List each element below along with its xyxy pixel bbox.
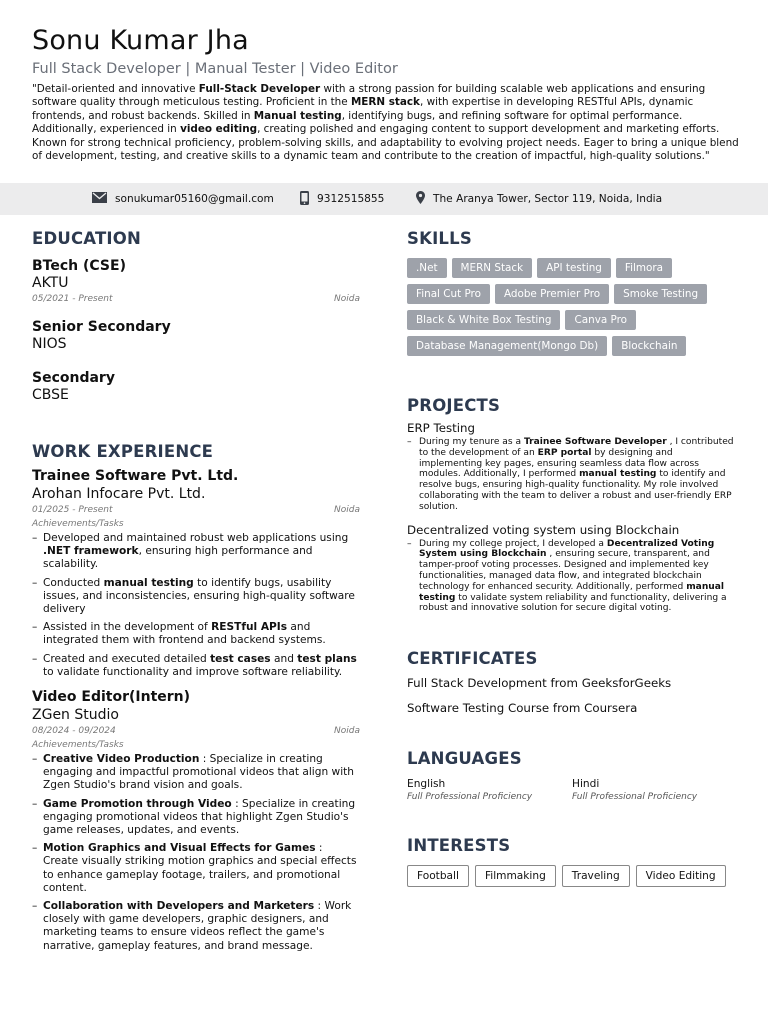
skill-tag: MERN Stack [452,258,533,278]
language-item [407,778,572,804]
edu-institution: NIOS [32,336,67,352]
job-item [32,468,360,679]
candidate-subtitle: Full Stack Developer | Manual Tester | Video Editor [32,61,398,77]
list-item: – Created and executed detailed test cases and test plans to validate functionality and improve software reliability. [32,653,360,679]
skills-list [407,258,737,356]
address-text: The Aranya Tower, Sector 119, Noida, India [433,193,663,205]
list-item: – Collaboration with Developers and Marketers : Work closely with game developers, graphic designers, and marketing teams to ensure videos reflect the game's narrative, gameplay features, and brand message. [32,900,360,953]
job-location: Noida [334,726,360,737]
job-bullets [32,532,360,679]
project-bullets [407,539,737,615]
education-item [32,319,360,353]
project-title: ERP Testing [407,421,475,435]
edu-institution: AKTU [32,275,69,291]
job-dates: 08/2024 - 09/2024 [32,726,116,737]
education-title: EDUCATION [32,229,141,248]
interest-tag: Football [407,865,469,887]
project-item [407,523,737,615]
language-item [572,778,737,804]
resume-header [32,24,742,163]
mail-icon [92,192,107,206]
right-column [407,228,737,887]
skill-tag: .Net [407,258,447,278]
language-level: Full Professional Proficiency [572,792,698,803]
contact-phone[interactable] [300,183,384,215]
job-company: ZGen Studio [32,707,119,724]
language-level: Full Professional Proficiency [407,792,533,803]
list-item: – Game Promotion through Video : Specialize in creating engaging promotional videos that highlight Zgen Studio's game releases, updates, and events. [32,798,360,838]
list-item: – Motion Graphics and Visual Effects for Games : Create visually striking motion graphics and special effects to enhance gameplay footage, trailers, and promotional content. [32,842,360,895]
skill-tag: Blockchain [612,336,686,356]
job-company: Arohan Infocare Pvt. Ltd. [32,486,206,502]
languages-title: LANGUAGES [407,749,522,769]
phone-icon [300,191,309,208]
skills-title: SKILLS [407,229,472,248]
job-title: Video Editor(Intern) [32,689,191,706]
language-name: Hindi [572,778,600,791]
skill-tag: Canva Pro [565,310,636,330]
list-item: – Assisted in the development of RESTful APIs and integrated them with frontend and backend systems. [32,621,360,647]
job-location: Noida [334,505,360,515]
education-item [32,370,360,404]
list-item: – Conducted manual testing to identify bugs, usability issues, and inconsistencies, ensuring high-quality software delivery [32,577,360,617]
list-item: – Developed and maintained robust web applications using .NET framework, ensuring high performance and scalability. [32,532,360,572]
candidate-name: Sonu Kumar Jha [32,25,249,56]
certificates-title: CERTIFICATES [407,649,538,669]
project-title: Decentralized voting system using Blockchain [407,522,680,537]
job-meta [32,724,360,738]
projects-title: PROJECTS [407,396,501,415]
interests-list [407,865,737,887]
achievements-label: Achievements/Tasks [32,740,124,751]
interest-tag: Traveling [562,865,630,887]
skill-tag: API testing [537,258,611,278]
work-title: WORK EXPERIENCE [32,442,214,461]
certificate-item: Software Testing Course from Coursera [407,701,638,716]
edu-meta [32,292,360,306]
contact-address [416,183,662,215]
job-item [32,689,360,953]
list-item: – During my tenure as a Trainee Software Developer , I contributed to the development of an ERP portal by designing and implementing key pages, ensuring seamless data flow across modules. Additionally, I performed manual testing to identify and resolve bugs, ensuring high-quality functionality. My role involved collaborating with the team to deliver a robust and user-friendly ERP solution. [407,437,737,513]
edu-degree: Secondary [32,370,115,386]
skill-tag: Adobe Premier Pro [495,284,609,304]
job-title: Trainee Software Pvt. Ltd. [32,468,239,484]
list-item: – Creative Video Production : Specialize in creating engaging and impactful promotional videos that align with Zgen Studio's brand vision and goals. [32,753,360,793]
certificate-item: Full Stack Development from GeeksforGeeks [407,676,672,691]
job-dates: 01/2025 - Present [32,505,113,515]
education-item [32,258,360,306]
phone-text: 9312515855 [317,193,385,205]
email-text: sonukumar05160@gmail.com [115,193,274,205]
job-meta [32,503,360,517]
contact-email[interactable] [92,183,274,215]
skill-tag: Smoke Testing [614,284,707,304]
edu-institution: CBSE [32,387,69,403]
languages-list [407,778,737,804]
skill-tag: Final Cut Pro [407,284,490,304]
skill-tag: Database Management(Mongo Db) [407,336,607,356]
interest-tag: Video Editing [636,865,726,887]
edu-degree: Senior Secondary [32,319,171,335]
language-name: English [407,778,446,791]
left-column [32,228,360,958]
interests-title: INTERESTS [407,836,511,856]
achievements-label: Achievements/Tasks [32,519,124,529]
contact-bar [0,183,768,215]
project-bullets [407,437,737,513]
edu-dates: 05/2021 - Present [32,294,113,304]
list-item: – During my college project, I developed a Decentralized Voting System using Blockchain , ensuring secure, transparent, and tamper-proof voting processes. Designed and implemented key functionalities, managed data flow, and integrated blockchain technology for enhanced security. Additionally, performed manual testing to validate system reliability and functionality, delivering a robust and innovative solution for secure digital voting. [407,539,737,615]
skill-tag: Filmora [616,258,672,278]
location-pin-icon [416,191,425,207]
project-item [407,421,737,513]
summary: "Detail-oriented and innovative Full-Stack Developer with a strong passion for building scalable web applications and ensuring software quality through meticulous testing. Proficient in the MERN stack, with expertise in developing RESTful APIs, dynamic frontends, and robust backends. Skilled in Manual testing, identifying bugs, and refining software for optimal performance. Additionally, experienced in video editing, creating polished and engaging content to support development and marketing efforts. Known for strong technical proficiency, problem-solving skills, and adaptability to evolving project needs. Eager to bring a unique blend of development, testing, and creative skills to a dynamic team and contribute to the creation of impactful, high-quality solutions." [32,83,739,163]
edu-degree: BTech (CSE) [32,258,126,274]
edu-location: Noida [334,294,360,304]
skill-tag: Black & White Box Testing [407,310,560,330]
interest-tag: Filmmaking [475,865,556,887]
job-bullets [32,753,360,953]
